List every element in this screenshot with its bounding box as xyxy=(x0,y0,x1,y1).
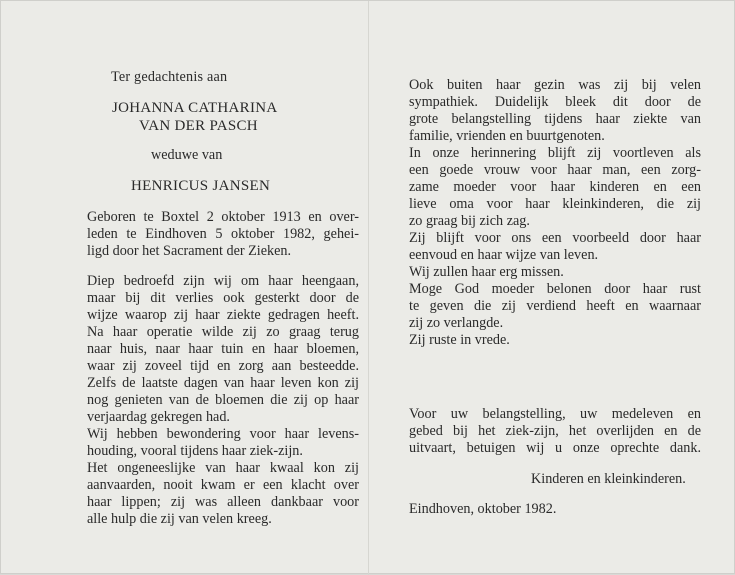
body-line: houding, vooral tijdens haar ziek-zijn. xyxy=(87,443,303,459)
body-line: eenvoud en haar wijze van leven. xyxy=(409,247,599,263)
body-line: zij zo verlangde. xyxy=(409,315,504,331)
thanks-line: gebed bij het ziek-zijn, het overlijden en de xyxy=(409,423,701,439)
deceased-name-line2: VAN DER PASCH xyxy=(139,118,258,134)
body-line: grote belangstelling tijdens haar ziekte van xyxy=(409,111,701,127)
thanks-line: uitvaart, betuigen wij u onze oprechte dank. xyxy=(409,440,701,456)
body-line: In onze herinnering blijft zij voortleven als xyxy=(409,145,701,161)
card-fold-line xyxy=(368,1,369,575)
body-line: haar lippen; zij was alleen dankbaar voor xyxy=(87,494,359,510)
place-date: Eindhoven, oktober 1982. xyxy=(409,501,557,517)
body-line: Ook buiten haar gezin was zij bij velen xyxy=(409,77,701,93)
birth-line: leden te Eindhoven 5 oktober 1982, gehei- xyxy=(87,226,359,242)
body-line: alle hulp die zij van velen kreeg. xyxy=(87,511,272,527)
body-line: sympathiek. Duidelijk bleek dit door de xyxy=(409,94,701,110)
birth-line: Geboren te Boxtel 2 oktober 1913 en over- xyxy=(87,209,359,225)
body-line: naar huis, naar haar tuin en haar bloemen, xyxy=(87,341,359,357)
body-line: waar zij zoveel tijd en zorg aan besteedde. xyxy=(87,358,359,374)
signature: Kinderen en kleinkinderen. xyxy=(531,471,686,487)
body-line: Na haar operatie wilde zij zo graag terug xyxy=(87,324,359,340)
body-line: aanvaarden, nooit kwam er een klacht over xyxy=(87,477,359,493)
body-line: maar bij dit verlies ook gesterkt door de xyxy=(87,290,359,306)
body-line: Wij hebben bewondering voor haar levens- xyxy=(87,426,359,442)
body-line: Diep bedroefd zijn wij om haar heengaan, xyxy=(87,273,359,289)
body-line: Zij ruste in vrede. xyxy=(409,332,510,348)
birth-line: ligd door het Sacrament der Zieken. xyxy=(87,243,292,259)
body-line: Moge God moeder belonen door haar rust xyxy=(409,281,701,297)
body-line: nog genieten van de bloemen die zij op haar xyxy=(87,392,359,408)
body-line: Zij blijft voor ons een voorbeeld door haar xyxy=(409,230,701,246)
body-line: familie, vrienden en buurtgenoten. xyxy=(409,128,605,144)
body-line: zame moeder voor haar kinderen en een xyxy=(409,179,701,195)
body-line: wijze waarop zij haar ziekte gedragen heeft. xyxy=(87,307,359,323)
body-line: Wij zullen haar erg missen. xyxy=(409,264,564,280)
intro-text: Ter gedachtenis aan xyxy=(111,69,228,85)
thanks-line: Voor uw belangstelling, uw medeleven en xyxy=(409,406,701,422)
body-line: een goede vrouw voor haar man, een zorg- xyxy=(409,162,701,178)
body-line: lieve oma voor haar kleinkinderen, die zij xyxy=(409,196,701,212)
deceased-name-line1: JOHANNA CATHARINA xyxy=(112,100,278,116)
body-line: Zelfs de laatste dagen van haar leven kon zij xyxy=(87,375,359,391)
body-line: te geven die zij verdiend heeft en waarnaar xyxy=(409,298,701,314)
husband-name: HENRICUS JANSEN xyxy=(131,178,271,194)
body-line: Het ongeneeslijke van haar kwaal kon zij xyxy=(87,460,359,476)
widow-of-text: weduwe van xyxy=(151,147,223,163)
body-line: verjaardag gekregen had. xyxy=(87,409,230,425)
body-line: zo graag bij zich zag. xyxy=(409,213,530,229)
